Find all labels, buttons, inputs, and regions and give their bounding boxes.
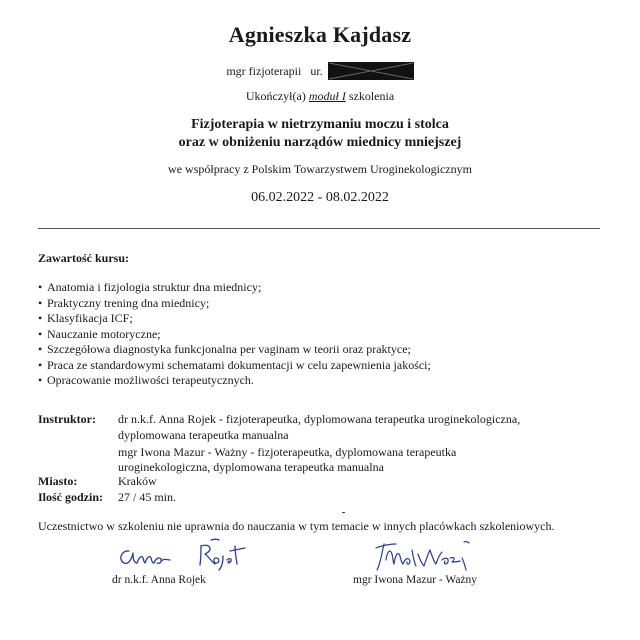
recipient-name: Agnieszka Kajdasz (228, 22, 412, 47)
completed-line (0, 89, 640, 104)
signature-name-left: dr n.k.f. Anna Rojek (112, 574, 206, 586)
list-item: • Praca ze standardowymi schematami dokumentacji w celu zapewnienia jakości; (38, 358, 431, 374)
instructor-2-line-1: mgr Iwona Mazur - Ważny - fizjoterapeutka, dyplomowana terapeutka (118, 445, 457, 459)
contents-heading: Zawartość kursu: (38, 251, 130, 265)
course-title-line-1: Fizjoterapia w nietrzymaniu moczu i stolca (191, 117, 449, 132)
divider-line (38, 228, 600, 229)
hours-value: 27 / 45 min. (118, 490, 177, 504)
degree-row (0, 63, 640, 81)
contents-list (38, 280, 431, 389)
list-item: • Nauczanie motoryczne; (38, 327, 431, 343)
course-title-line-2: oraz w obniżeniu narządów miednicy mniejszej (178, 135, 462, 150)
instructor-1-line-1: dr n.k.f. Anna Rojek - fizjoterapeutka, dyplomowana terapeutka uroginekologiczna, (118, 412, 521, 426)
degree-text: mgr fizjoterapii (226, 63, 302, 78)
course-details (38, 412, 608, 507)
city-value: Kraków (118, 474, 157, 488)
cooperation-line: we współpracy z Polskim Towarzystwem Uroginekologicznym (168, 162, 472, 176)
list-item: • Szczegółowa diagnostyka funkcjonalna per vaginam w teorii oraz praktyce; (38, 342, 431, 358)
signature-name-right: mgr Iwona Mazur - Ważny (353, 574, 478, 586)
disclaimer-note: Uczestnictwo w szkoleniu nie uprawnia do nauczania w tym temacie w innych placówkach szkoleniowych. (38, 519, 555, 533)
completed-prefix: Ukończył(a) (245, 89, 306, 103)
stray-mark (342, 512, 345, 513)
list-item: • Klasyfikacja ICF; (38, 311, 431, 327)
list-item: • Opracowanie możliwości terapeutycznych. (38, 373, 431, 389)
instructor-1-line-2: dyplomowana terapeutka manualna (118, 428, 289, 442)
signature-anna-rojek (115, 538, 255, 572)
course-dates: 06.02.2022 - 08.02.2022 (251, 190, 389, 205)
born-abbrev: ur. (310, 63, 323, 78)
completed-suffix: szkolenia (348, 89, 395, 103)
instructor-2-line-2: uroginekologiczna, dyplomowana terapeutka manualna (118, 460, 384, 474)
list-item: • Praktyczny trening dna miednicy; (38, 296, 431, 312)
instructor-label: Instruktor: (38, 412, 97, 426)
module-label: moduł I (308, 89, 346, 103)
hours-label: Ilość godzin: (38, 490, 104, 504)
redacted-birthdate-box (328, 62, 414, 80)
signature-iwona-mazur-wazny (372, 540, 482, 576)
course-title (0, 116, 640, 152)
list-item: • Anatomia i fizjologia struktur dna miednicy; (38, 280, 431, 296)
city-label: Miasto: (38, 474, 78, 488)
